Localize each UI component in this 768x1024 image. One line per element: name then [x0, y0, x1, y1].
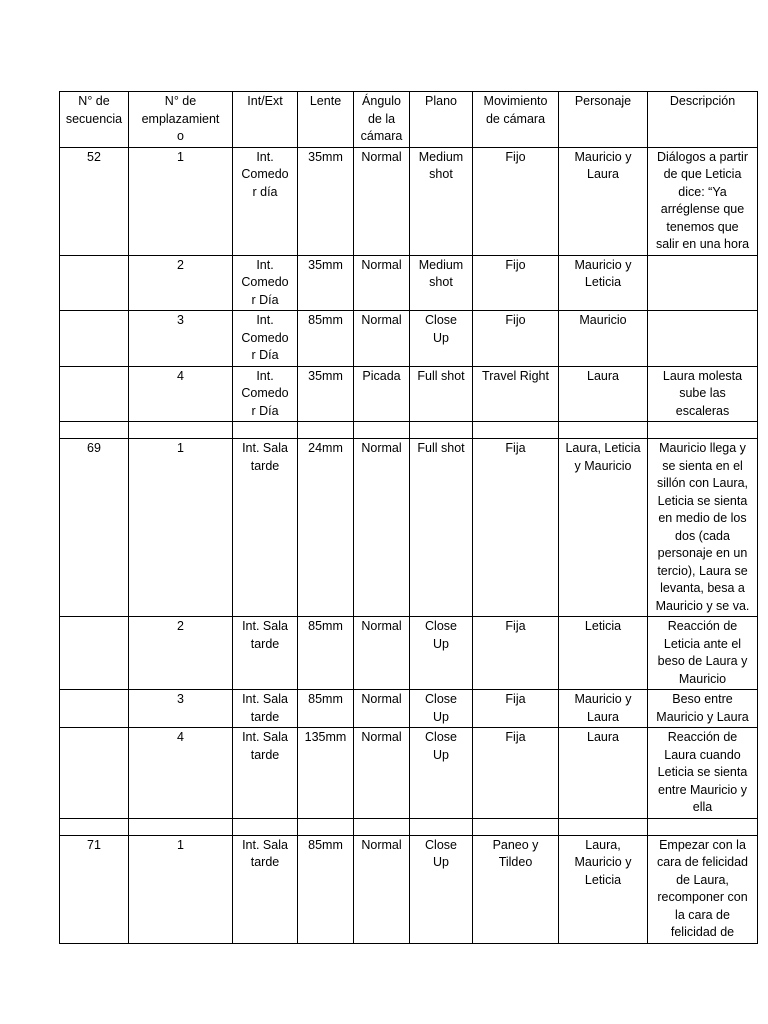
sequence-number-cell — [60, 728, 129, 819]
header-character: Personaje — [559, 92, 648, 148]
lens-cell: 85mm — [298, 311, 354, 367]
description-cell — [648, 422, 758, 439]
setup-number-cell: 4 — [129, 366, 233, 422]
lens-cell: 35mm — [298, 147, 354, 255]
camera-angle-cell — [354, 422, 410, 439]
character-cell — [559, 818, 648, 835]
table-row — [60, 690, 758, 728]
character-cell: Mauricio y Laura — [559, 690, 648, 728]
camera-movement-cell: Fija — [473, 690, 559, 728]
lens-cell: 35mm — [298, 255, 354, 311]
camera-movement-cell — [473, 818, 559, 835]
setup-number-cell: 1 — [129, 439, 233, 617]
camera-movement-cell: Travel Right — [473, 366, 559, 422]
table-body — [60, 147, 758, 943]
shot-size-cell: Close Up — [410, 617, 473, 690]
setup-number-cell: 1 — [129, 147, 233, 255]
description-cell: Mauricio llega y se sienta en el sillón con Laura, Leticia se sienta en medio de los dos (cada personaje en un tercio), Laura se levanta, besa a Mauricio y se va. — [648, 439, 758, 617]
setup-number-cell: 3 — [129, 311, 233, 367]
camera-angle-cell: Normal — [354, 311, 410, 367]
camera-movement-cell: Fijo — [473, 255, 559, 311]
int-ext-cell: Int. Sala tarde — [233, 690, 298, 728]
camera-angle-cell: Normal — [354, 439, 410, 617]
sequence-number-cell — [60, 366, 129, 422]
sequence-number-cell — [60, 255, 129, 311]
int-ext-cell — [233, 818, 298, 835]
shot-size-cell: Full shot — [410, 366, 473, 422]
camera-movement-cell — [473, 422, 559, 439]
description-cell — [648, 311, 758, 367]
description-cell: Laura molesta sube las escaleras — [648, 366, 758, 422]
setup-number-cell: 4 — [129, 728, 233, 819]
camera-angle-cell: Normal — [354, 835, 410, 943]
lens-cell: 85mm — [298, 617, 354, 690]
table-row — [60, 835, 758, 943]
int-ext-cell: Int. Sala tarde — [233, 617, 298, 690]
shot-size-cell — [410, 422, 473, 439]
description-cell: Beso entre Mauricio y Laura — [648, 690, 758, 728]
shot-size-cell — [410, 818, 473, 835]
header-sequence-number: N° de secuencia — [60, 92, 129, 148]
setup-number-cell: 2 — [129, 617, 233, 690]
character-cell: Leticia — [559, 617, 648, 690]
camera-angle-cell: Picada — [354, 366, 410, 422]
camera-angle-cell: Normal — [354, 728, 410, 819]
int-ext-cell — [233, 422, 298, 439]
camera-movement-cell: Fija — [473, 728, 559, 819]
description-cell: Reacción de Leticia ante el beso de Laura y Mauricio — [648, 617, 758, 690]
sequence-number-cell — [60, 311, 129, 367]
table-row — [60, 147, 758, 255]
spacer-row — [60, 818, 758, 835]
table-row — [60, 617, 758, 690]
sequence-number-cell — [60, 422, 129, 439]
character-cell — [559, 422, 648, 439]
character-cell: Mauricio y Laura — [559, 147, 648, 255]
header-int-ext: Int/Ext — [233, 92, 298, 148]
sequence-number-cell: 69 — [60, 439, 129, 617]
sequence-number-cell: 71 — [60, 835, 129, 943]
description-cell: Reacción de Laura cuando Leticia se sienta entre Mauricio y ella — [648, 728, 758, 819]
lens-cell — [298, 422, 354, 439]
camera-movement-cell: Fijo — [473, 147, 559, 255]
table-row — [60, 311, 758, 367]
sequence-number-cell — [60, 818, 129, 835]
shot-size-cell: Medium shot — [410, 255, 473, 311]
shot-size-cell: Close Up — [410, 728, 473, 819]
setup-number-cell: 2 — [129, 255, 233, 311]
table-row — [60, 366, 758, 422]
lens-cell: 24mm — [298, 439, 354, 617]
description-cell: Diálogos a partir de que Leticia dice: “Ya arréglense que tenemos que salir en una hora — [648, 147, 758, 255]
shot-list-page — [59, 91, 757, 944]
lens-cell: 85mm — [298, 690, 354, 728]
camera-angle-cell: Normal — [354, 147, 410, 255]
camera-movement-cell: Fija — [473, 439, 559, 617]
shot-size-cell: Close Up — [410, 690, 473, 728]
header-camera-movement: Movimiento de cámara — [473, 92, 559, 148]
lens-cell — [298, 818, 354, 835]
shot-size-cell: Full shot — [410, 439, 473, 617]
shot-size-cell: Close Up — [410, 311, 473, 367]
camera-movement-cell: Fijo — [473, 311, 559, 367]
table-row — [60, 255, 758, 311]
header-row — [60, 92, 758, 148]
camera-angle-cell — [354, 818, 410, 835]
shot-size-cell: Medium shot — [410, 147, 473, 255]
setup-number-cell: 1 — [129, 835, 233, 943]
character-cell: Laura — [559, 728, 648, 819]
setup-number-cell: 3 — [129, 690, 233, 728]
header-shot-size: Plano — [410, 92, 473, 148]
header-lens: Lente — [298, 92, 354, 148]
character-cell: Mauricio y Leticia — [559, 255, 648, 311]
description-cell — [648, 255, 758, 311]
int-ext-cell: Int. Comedo r día — [233, 147, 298, 255]
description-cell — [648, 818, 758, 835]
header-description: Descripción — [648, 92, 758, 148]
int-ext-cell: Int. Comedo r Día — [233, 255, 298, 311]
sequence-number-cell: 52 — [60, 147, 129, 255]
int-ext-cell: Int. Sala tarde — [233, 728, 298, 819]
spacer-row — [60, 422, 758, 439]
description-cell: Empezar con la cara de felicidad de Laura, recomponer con la cara de felicidad de — [648, 835, 758, 943]
int-ext-cell: Int. Comedo r Día — [233, 311, 298, 367]
character-cell: Laura, Leticia y Mauricio — [559, 439, 648, 617]
character-cell: Laura, Mauricio y Leticia — [559, 835, 648, 943]
character-cell: Laura — [559, 366, 648, 422]
sequence-number-cell — [60, 617, 129, 690]
sequence-number-cell — [60, 690, 129, 728]
int-ext-cell: Int. Comedo r Día — [233, 366, 298, 422]
table-row — [60, 439, 758, 617]
camera-movement-cell: Paneo y Tildeo — [473, 835, 559, 943]
header-setup-number: N° de emplazamient o — [129, 92, 233, 148]
table-row — [60, 728, 758, 819]
lens-cell: 135mm — [298, 728, 354, 819]
shot-list-table — [59, 91, 758, 944]
int-ext-cell: Int. Sala tarde — [233, 835, 298, 943]
character-cell: Mauricio — [559, 311, 648, 367]
int-ext-cell: Int. Sala tarde — [233, 439, 298, 617]
setup-number-cell — [129, 422, 233, 439]
lens-cell: 85mm — [298, 835, 354, 943]
lens-cell: 35mm — [298, 366, 354, 422]
camera-angle-cell: Normal — [354, 255, 410, 311]
setup-number-cell — [129, 818, 233, 835]
shot-size-cell: Close Up — [410, 835, 473, 943]
camera-movement-cell: Fija — [473, 617, 559, 690]
header-camera-angle: Ángulo de la cámara — [354, 92, 410, 148]
camera-angle-cell: Normal — [354, 690, 410, 728]
camera-angle-cell: Normal — [354, 617, 410, 690]
